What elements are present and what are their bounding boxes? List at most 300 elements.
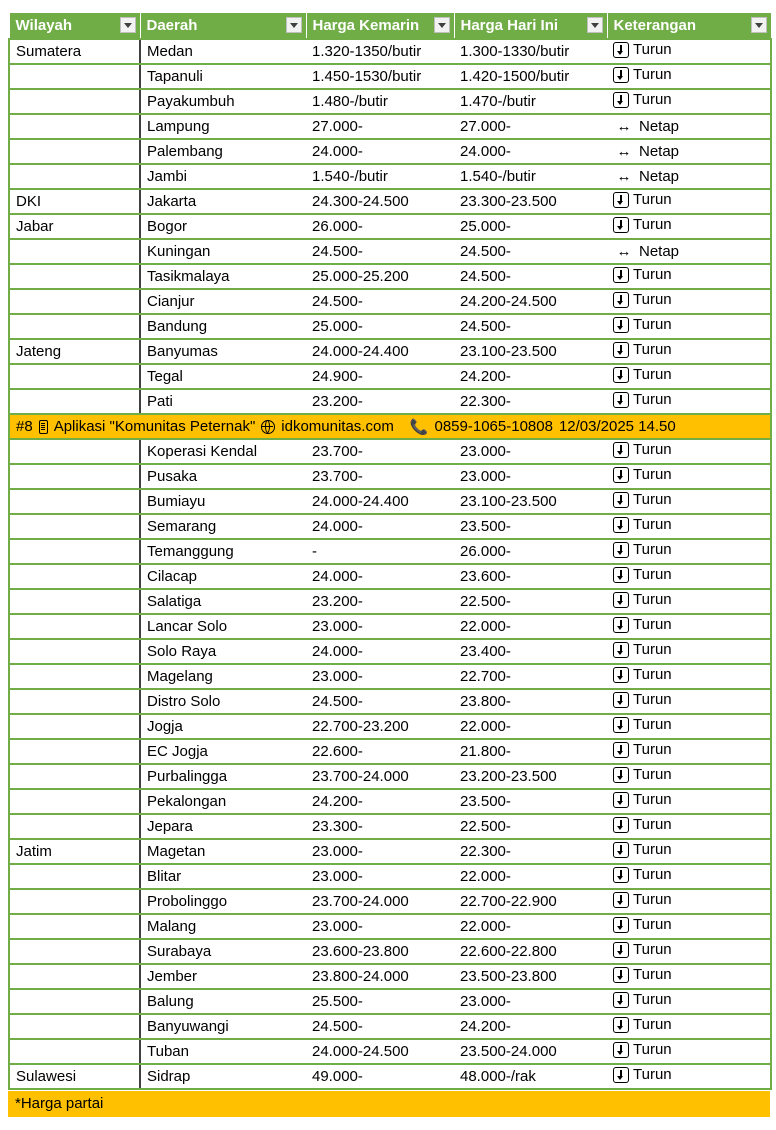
status-text: Turun [633,791,672,809]
wilayah-cell[interactable] [9,664,140,689]
harga-kemarin-cell[interactable]: 24.000- [306,639,454,664]
harga-hari-ini-cell[interactable]: 22.000- [454,914,607,939]
table-row [9,714,771,739]
status-indicator [613,441,672,458]
keterangan-cell[interactable] [607,189,771,214]
status-text: Turun [633,591,672,609]
harga-kemarin-cell[interactable]: 23.700-24.000 [306,764,454,789]
harga-kemarin-cell[interactable]: 27.000- [306,114,454,139]
status-text: Turun [633,841,672,859]
table-row [9,214,771,239]
wilayah-cell[interactable]: Jabar [9,214,140,239]
daerah-cell[interactable]: Salatiga [140,589,306,614]
keterangan-cell[interactable] [607,139,771,164]
status-text: Turun [633,966,672,984]
keterangan-cell[interactable] [607,289,771,314]
keterangan-cell[interactable] [607,964,771,989]
status-indicator [613,118,679,135]
wilayah-cell[interactable] [9,64,140,89]
harga-hari-ini-cell[interactable]: 24.200- [454,364,607,389]
harga-kemarin-cell[interactable]: 49.000- [306,1064,454,1089]
status-text: Turun [633,741,672,759]
keterangan-cell[interactable] [607,764,771,789]
harga-kemarin-cell[interactable]: 23.600-23.800 [306,939,454,964]
keterangan-cell[interactable] [607,114,771,139]
harga-hari-ini-cell[interactable]: 22.000- [454,714,607,739]
banner-number: #8 [16,418,33,435]
daerah-cell[interactable]: Solo Raya [140,639,306,664]
daerah-cell[interactable]: Bumiayu [140,489,306,514]
arrow-down-box-icon [613,592,629,608]
table-row [9,489,771,514]
daerah-cell[interactable]: Pekalongan [140,789,306,814]
table-row [9,1064,771,1089]
arrow-down-box-icon [613,842,629,858]
wilayah-cell[interactable] [9,89,140,114]
wilayah-cell[interactable] [9,739,140,764]
harga-kemarin-cell[interactable]: 23.000- [306,664,454,689]
filter-dropdown-icon[interactable] [120,17,136,33]
harga-kemarin-cell[interactable]: 24.200- [306,789,454,814]
keterangan-cell[interactable] [607,889,771,914]
harga-kemarin-cell[interactable]: 24.500- [306,1014,454,1039]
harga-hari-ini-cell[interactable]: 22.600-22.800 [454,939,607,964]
daerah-cell[interactable]: Banyumas [140,339,306,364]
harga-kemarin-cell[interactable]: 22.600- [306,739,454,764]
wilayah-cell[interactable] [9,289,140,314]
harga-kemarin-cell[interactable]: 23.000- [306,839,454,864]
harga-kemarin-cell[interactable]: 23.700- [306,439,454,464]
keterangan-cell[interactable] [607,1014,771,1039]
harga-hari-ini-cell[interactable]: 24.200-24.500 [454,289,607,314]
wilayah-cell[interactable] [9,1014,140,1039]
harga-hari-ini-cell[interactable]: 24.000- [454,139,607,164]
filter-dropdown-icon[interactable] [286,17,302,33]
table-row [9,989,771,1014]
keterangan-cell[interactable] [607,689,771,714]
harga-hari-ini-cell[interactable]: 24.500- [454,264,607,289]
arrow-down-box-icon [613,667,629,683]
daerah-cell[interactable]: Medan [140,39,306,64]
header-row [9,13,771,40]
daerah-cell[interactable]: Kuningan [140,239,306,264]
status-indicator [613,516,672,533]
globe-icon [261,420,275,434]
harga-kemarin-cell[interactable]: 23.000- [306,864,454,889]
column-header-harga-kemarin[interactable]: Harga Kemarin [306,13,454,40]
keterangan-cell[interactable] [607,239,771,264]
arrow-down-box-icon [613,492,629,508]
harga-hari-ini-cell[interactable]: 27.000- [454,114,607,139]
daerah-cell[interactable]: Koperasi Kendal [140,439,306,464]
keterangan-cell[interactable] [607,364,771,389]
wilayah-cell[interactable] [9,639,140,664]
wilayah-cell[interactable]: DKI [9,189,140,214]
status-text: Turun [633,816,672,834]
harga-kemarin-cell[interactable]: 24.000- [306,139,454,164]
keterangan-cell[interactable] [607,1039,771,1064]
banner-row [9,414,771,439]
harga-kemarin-cell[interactable]: 1.540-/butir [306,164,454,189]
table-row [9,789,771,814]
keterangan-cell[interactable] [607,1064,771,1089]
filter-dropdown-icon[interactable] [751,17,767,33]
status-indicator [613,243,679,260]
status-indicator [613,41,672,58]
filter-dropdown-icon[interactable] [587,17,603,33]
harga-kemarin-cell[interactable]: 23.200- [306,589,454,614]
status-text: Netap [639,243,680,260]
daerah-cell[interactable]: Tasikmalaya [140,264,306,289]
harga-kemarin-cell[interactable]: 25.500- [306,989,454,1014]
harga-hari-ini-cell[interactable]: 22.300- [454,389,607,414]
harga-kemarin-cell[interactable]: 1.450-1530/butir [306,64,454,89]
keterangan-cell[interactable] [607,939,771,964]
status-text: Turun [633,441,672,459]
status-indicator [613,66,672,83]
keterangan-cell[interactable] [607,214,771,239]
wilayah-cell[interactable] [9,714,140,739]
daerah-cell[interactable]: Lampung [140,114,306,139]
harga-kemarin-cell[interactable]: 23.300- [306,814,454,839]
wilayah-cell[interactable] [9,1039,140,1064]
harga-kemarin-cell[interactable]: 25.000-25.200 [306,264,454,289]
daerah-cell[interactable]: Purbalingga [140,764,306,789]
wilayah-cell[interactable] [9,614,140,639]
daerah-cell[interactable]: Balung [140,989,306,1014]
keterangan-cell[interactable] [607,264,771,289]
status-indicator [613,741,672,758]
harga-hari-ini-cell[interactable]: 24.200- [454,1014,607,1039]
table-row [9,764,771,789]
harga-kemarin-cell[interactable]: 23.700- [306,464,454,489]
harga-kemarin-cell[interactable]: - [306,539,454,564]
wilayah-cell[interactable] [9,164,140,189]
table-row [9,1039,771,1064]
status-text: Turun [633,1041,672,1059]
status-indicator [613,91,672,108]
daerah-cell[interactable]: Semarang [140,514,306,539]
daerah-cell[interactable]: Cilacap [140,564,306,589]
wilayah-cell[interactable] [9,389,140,414]
arrow-down-box-icon [613,467,629,483]
table-row [9,64,771,89]
status-indicator [613,891,672,908]
keterangan-cell[interactable] [607,989,771,1014]
keterangan-cell[interactable] [607,64,771,89]
keterangan-cell[interactable] [607,814,771,839]
harga-hari-ini-cell[interactable]: 23.000- [454,439,607,464]
status-indicator [613,1066,672,1083]
wilayah-cell[interactable] [9,939,140,964]
keterangan-cell[interactable] [607,864,771,889]
harga-kemarin-cell[interactable]: 1.480-/butir [306,89,454,114]
wilayah-cell[interactable] [9,989,140,1014]
keterangan-cell[interactable] [607,739,771,764]
wilayah-cell[interactable] [9,464,140,489]
keterangan-cell[interactable] [607,614,771,639]
column-header-wilayah[interactable]: Wilayah [9,13,140,40]
mobile-phone-icon [39,420,48,434]
harga-kemarin-cell[interactable]: 24.000- [306,564,454,589]
keterangan-cell[interactable] [607,39,771,64]
harga-hari-ini-cell[interactable]: 23.800- [454,689,607,714]
wilayah-cell[interactable] [9,139,140,164]
status-indicator [613,291,672,308]
harga-hari-ini-cell[interactable]: 23.500- [454,789,607,814]
harga-kemarin-cell[interactable]: 24.000-24.400 [306,339,454,364]
wilayah-cell[interactable] [9,764,140,789]
harga-kemarin-cell[interactable]: 24.900- [306,364,454,389]
wilayah-cell[interactable]: Sulawesi [9,1064,140,1089]
harga-kemarin-cell[interactable]: 24.300-24.500 [306,189,454,214]
harga-hari-ini-cell[interactable]: 22.000- [454,864,607,889]
keterangan-cell[interactable] [607,664,771,689]
wilayah-cell[interactable] [9,689,140,714]
harga-kemarin-cell[interactable]: 1.320-1350/butir [306,39,454,64]
status-text: Turun [633,691,672,709]
daerah-cell[interactable]: Tegal [140,364,306,389]
left-right-arrow-icon: ↔ [616,143,632,160]
daerah-cell[interactable]: Malang [140,914,306,939]
keterangan-cell[interactable] [607,164,771,189]
daerah-cell[interactable]: Jakarta [140,189,306,214]
harga-kemarin-cell[interactable]: 24.500- [306,689,454,714]
table-body-bottom [9,439,771,1089]
status-indicator [613,491,672,508]
harga-hari-ini-cell[interactable]: 1.300-1330/butir [454,39,607,64]
harga-kemarin-cell[interactable]: 24.000- [306,514,454,539]
harga-kemarin-cell[interactable]: 24.000-24.500 [306,1039,454,1064]
arrow-down-box-icon [613,642,629,658]
status-text: Turun [633,641,672,659]
table-row [9,839,771,864]
filter-dropdown-icon[interactable] [434,17,450,33]
arrow-down-box-icon [613,367,629,383]
wilayah-cell[interactable] [9,964,140,989]
wilayah-cell[interactable]: Jateng [9,339,140,364]
keterangan-cell[interactable] [607,314,771,339]
wilayah-cell[interactable] [9,789,140,814]
table-row [9,114,771,139]
keterangan-cell[interactable] [607,389,771,414]
arrow-down-box-icon [613,717,629,733]
harga-hari-ini-cell[interactable]: 23.100-23.500 [454,489,607,514]
wilayah-cell[interactable] [9,314,140,339]
harga-kemarin-cell[interactable]: 24.000-24.400 [306,489,454,514]
harga-hari-ini-cell[interactable]: 1.540-/butir [454,164,607,189]
daerah-cell[interactable]: Jambi [140,164,306,189]
daerah-cell[interactable]: Magetan [140,839,306,864]
daerah-cell[interactable]: Sidrap [140,1064,306,1089]
status-text: Turun [633,916,672,934]
keterangan-cell[interactable] [607,489,771,514]
harga-hari-ini-cell[interactable]: 23.000- [454,989,607,1014]
daerah-cell[interactable]: Palembang [140,139,306,164]
harga-kemarin-cell[interactable]: 23.800-24.000 [306,964,454,989]
banner-cell[interactable] [9,414,771,439]
harga-kemarin-cell[interactable]: 23.000- [306,614,454,639]
daerah-cell[interactable]: EC Jogja [140,739,306,764]
harga-hari-ini-cell[interactable]: 1.420-1500/butir [454,64,607,89]
daerah-cell[interactable]: Tuban [140,1039,306,1064]
harga-hari-ini-cell[interactable]: 23.500- [454,514,607,539]
table-row [9,339,771,364]
wilayah-cell[interactable] [9,539,140,564]
daerah-cell[interactable]: Bogor [140,214,306,239]
daerah-cell[interactable]: Jepara [140,814,306,839]
column-header-daerah[interactable]: Daerah [140,13,306,40]
harga-hari-ini-cell[interactable]: 23.400- [454,639,607,664]
harga-hari-ini-cell[interactable]: 23.500-23.800 [454,964,607,989]
left-right-arrow-icon: ↔ [616,118,632,135]
daerah-cell[interactable]: Pusaka [140,464,306,489]
status-indicator [613,391,672,408]
keterangan-cell[interactable] [607,339,771,364]
arrow-down-box-icon [613,692,629,708]
harga-hari-ini-cell[interactable]: 23.100-23.500 [454,339,607,364]
harga-kemarin-cell[interactable]: 25.000- [306,314,454,339]
banner-app-name: Aplikasi "Komunitas Peternak" [53,418,256,435]
keterangan-cell[interactable] [607,839,771,864]
wilayah-cell[interactable] [9,264,140,289]
keterangan-cell[interactable] [607,914,771,939]
harga-hari-ini-cell[interactable]: 26.000- [454,539,607,564]
keterangan-cell[interactable] [607,639,771,664]
wilayah-cell[interactable] [9,114,140,139]
harga-hari-ini-cell[interactable]: 22.700-22.900 [454,889,607,914]
daerah-cell[interactable]: Pati [140,389,306,414]
daerah-cell[interactable]: Surabaya [140,939,306,964]
table-row [9,939,771,964]
status-text: Turun [633,91,672,109]
wilayah-cell[interactable] [9,864,140,889]
harga-kemarin-cell[interactable]: 23.000- [306,914,454,939]
arrow-down-box-icon [613,292,629,308]
wilayah-cell[interactable]: Sumatera [9,39,140,64]
daerah-cell[interactable]: Lancar Solo [140,614,306,639]
daerah-cell[interactable]: Distro Solo [140,689,306,714]
keterangan-cell[interactable] [607,714,771,739]
harga-hari-ini-cell[interactable]: 24.500- [454,314,607,339]
harga-hari-ini-cell[interactable]: 23.600- [454,564,607,589]
status-text: Turun [633,616,672,634]
daerah-cell[interactable]: Payakumbuh [140,89,306,114]
status-indicator [613,266,672,283]
wilayah-cell[interactable] [9,239,140,264]
status-indicator [613,966,672,983]
harga-hari-ini-cell[interactable]: 22.700- [454,664,607,689]
harga-kemarin-cell[interactable]: 22.700-23.200 [306,714,454,739]
wilayah-cell[interactable] [9,889,140,914]
arrow-down-box-icon [613,992,629,1008]
keterangan-cell[interactable] [607,89,771,114]
harga-hari-ini-cell[interactable]: 1.470-/butir [454,89,607,114]
arrow-down-box-icon [613,892,629,908]
harga-kemarin-cell[interactable]: 24.500- [306,239,454,264]
daerah-cell[interactable]: Blitar [140,864,306,889]
status-text: Turun [633,191,672,209]
wilayah-cell[interactable] [9,514,140,539]
harga-hari-ini-cell[interactable]: 23.000- [454,464,607,489]
harga-kemarin-cell[interactable]: 26.000- [306,214,454,239]
table-row [9,389,771,414]
harga-hari-ini-cell[interactable]: 21.800- [454,739,607,764]
status-text: Turun [633,766,672,784]
keterangan-cell[interactable] [607,789,771,814]
daerah-cell[interactable]: Bandung [140,314,306,339]
status-indicator [613,168,679,185]
daerah-cell[interactable]: Probolinggo [140,889,306,914]
banner-datetime: 12/03/2025 14.50 [558,418,676,435]
harga-hari-ini-cell[interactable]: 25.000- [454,214,607,239]
arrow-down-box-icon [613,567,629,583]
keterangan-cell[interactable] [607,464,771,489]
harga-kemarin-cell[interactable]: 23.700-24.000 [306,889,454,914]
keterangan-cell[interactable] [607,539,771,564]
keterangan-cell[interactable] [607,564,771,589]
daerah-cell[interactable]: Tapanuli [140,64,306,89]
status-indicator [613,216,672,233]
wilayah-cell[interactable] [9,489,140,514]
wilayah-cell[interactable] [9,589,140,614]
daerah-cell[interactable]: Cianjur [140,289,306,314]
left-right-arrow-icon: ↔ [616,168,632,185]
table-row [9,39,771,64]
daerah-cell[interactable]: Jember [140,964,306,989]
arrow-down-box-icon [613,542,629,558]
arrow-down-box-icon [613,767,629,783]
daerah-cell[interactable]: Jogja [140,714,306,739]
status-text: Turun [633,266,672,284]
harga-hari-ini-cell[interactable]: 24.500- [454,239,607,264]
banner-body [9,414,771,439]
harga-hari-ini-cell[interactable]: 22.500- [454,589,607,614]
status-indicator [613,716,672,733]
harga-kemarin-cell[interactable]: 23.200- [306,389,454,414]
daerah-cell[interactable]: Temanggung [140,539,306,564]
keterangan-cell[interactable] [607,514,771,539]
status-indicator [613,991,672,1008]
status-indicator [613,341,672,358]
harga-hari-ini-cell[interactable]: 22.500- [454,814,607,839]
wilayah-cell[interactable]: Jatim [9,839,140,864]
wilayah-cell[interactable] [9,364,140,389]
status-text: Turun [633,341,672,359]
keterangan-cell[interactable] [607,439,771,464]
table-row [9,539,771,564]
harga-hari-ini-cell[interactable]: 23.500-24.000 [454,1039,607,1064]
wilayah-cell[interactable] [9,814,140,839]
column-header-keterangan[interactable]: Keterangan [607,13,771,40]
harga-kemarin-cell[interactable]: 24.500- [306,289,454,314]
harga-hari-ini-cell[interactable]: 23.200-23.500 [454,764,607,789]
table-row [9,689,771,714]
harga-hari-ini-cell[interactable]: 22.300- [454,839,607,864]
column-header-harga-hari-ini[interactable]: Harga Hari Ini [454,13,607,40]
harga-hari-ini-cell[interactable]: 48.000-/rak [454,1064,607,1089]
status-text: Turun [633,41,672,59]
daerah-cell[interactable]: Magelang [140,664,306,689]
daerah-cell[interactable]: Banyuwangi [140,1014,306,1039]
wilayah-cell[interactable] [9,914,140,939]
harga-hari-ini-cell[interactable]: 22.000- [454,614,607,639]
harga-hari-ini-cell[interactable]: 23.300-23.500 [454,189,607,214]
keterangan-cell[interactable] [607,589,771,614]
table-row [9,89,771,114]
wilayah-cell[interactable] [9,439,140,464]
wilayah-cell[interactable] [9,564,140,589]
